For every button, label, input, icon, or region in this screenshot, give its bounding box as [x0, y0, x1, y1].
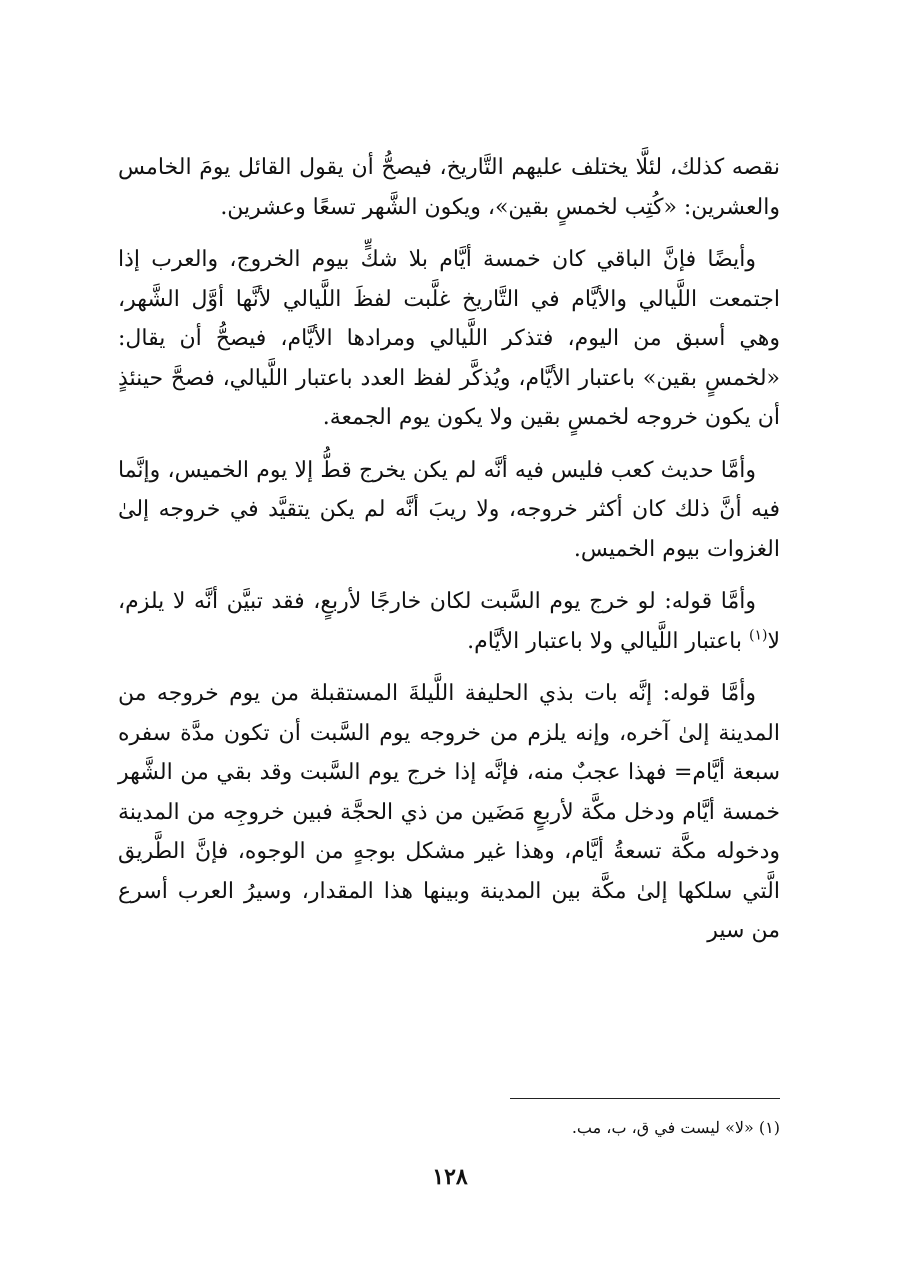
paragraph-4: [118, 582, 780, 661]
paragraph-1: نقصه كذلك، لئلَّا يختلف عليهم التَّاريخ، فيصحُّ أن يقول القائل يومَ الخامس والعشرين: «كُتِب لخمسٍ بقين»، ويكون الشَّهر تسعًا وعشرين.: [118, 155, 780, 220]
main-text: [118, 148, 780, 964]
paragraph-5: وأمَّا قوله: إنَّه بات بذي الحليفة اللَّيلةَ المستقبلة من يوم خروجه من المدينة إلىٰ آخره، وإنه يلزم من خروجه يوم السَّبت أن تكون مدَّة سفره سبعة أيَّام= فهذا عجبٌ منه، فإنَّه إذا خرج يوم السَّبت وقد بقي من الشَّهر خمسة أيَّام ودخل مكَّة لأربعٍ مَضَين من ذي الحجَّة فبين خروجِه من المدينة ودخوله مكَّة تسعةُ أيَّام، وهذا غير مشكل بوجهٍ من الوجوه، فإنَّ الطَّريق الَّتي سلكها إلىٰ مكَّة بين المدينة وبينها هذا المقدار، وسيرُ العرب أسرع من سير: [118, 681, 780, 943]
paragraph-4-text-start: وأمَّا قوله: لو خرج يوم السَّبت لكان خارجًا لأربعٍ، فقد تبيَّن أنَّه لا يلزم، لا: [118, 589, 780, 654]
paragraph-4-text-end: باعتبار اللَّيالي ولا باعتبار الأيَّام.: [467, 628, 749, 654]
page-number: ١٢٨: [432, 1164, 468, 1190]
footnote-separator: [510, 1098, 780, 1099]
footnote-reference-marker: (١): [748, 627, 768, 644]
paragraph-2: وأيضًا فإنَّ الباقي كان خمسة أيَّام بلا شكٍّ بيوم الخروج، والعرب إذا اجتمعت اللَّيالي والأيَّام في التَّاريخ غلَّبت لفظَ اللَّيالي لأنَّها أوَّل الشَّهر، وهي أسبق من اليوم، فتذكر اللَّيالي ومرادها الأيَّام، فيصحُّ أن يقال: «لخمسٍ بقين» باعتبار الأيَّام، ويُذكَّر لفظ العدد باعتبار اللَّيالي، فصحَّ حينئذٍ أن يكون خروجه لخمسٍ بقين ولا يكون يوم الجمعة.: [118, 247, 780, 430]
footnote: (١) «لا» ليست في ق، ب، مب.: [571, 1118, 780, 1137]
paragraph-3: وأمَّا حديث كعب فليس فيه أنَّه لم يكن يخرج قطُّ إلا يوم الخميس، وإنَّما فيه أنَّ ذلك كان أكثر خروجه، ولا ريبَ أنَّه لم يكن يتقيَّد في خروجه إلىٰ الغزوات بيوم الخميس.: [118, 457, 780, 562]
